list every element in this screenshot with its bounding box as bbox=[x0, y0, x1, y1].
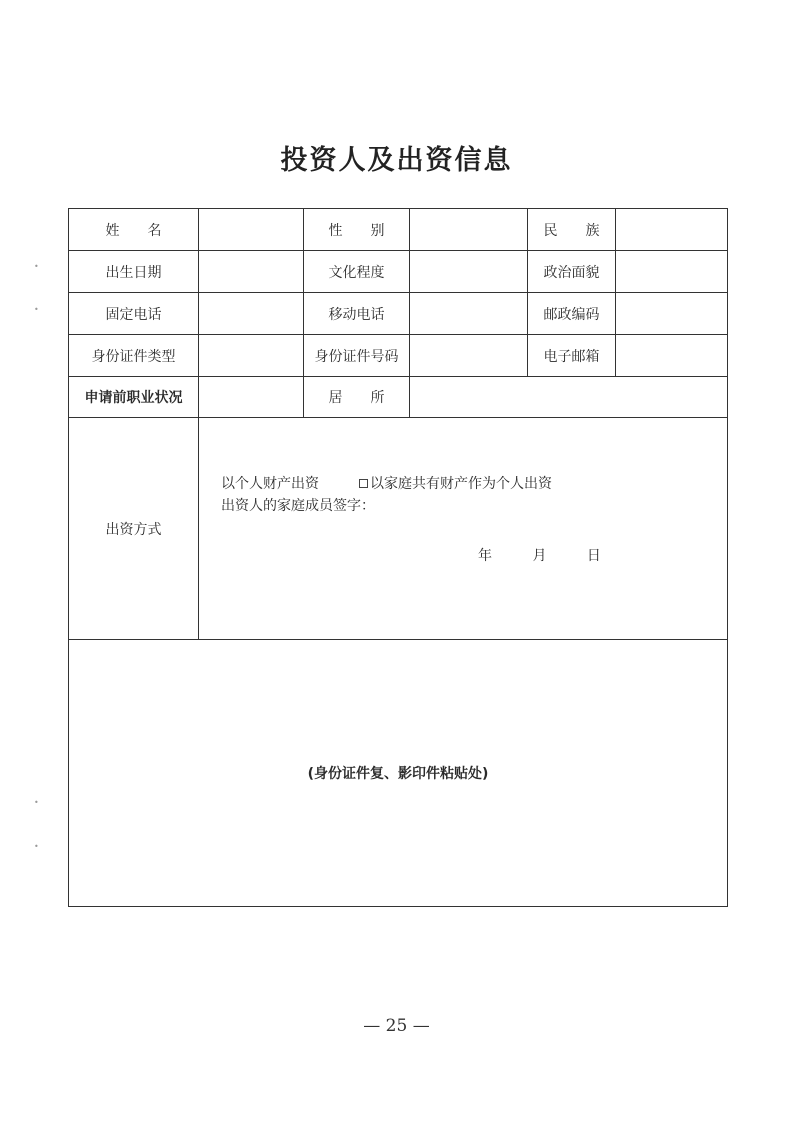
day-label: 日 bbox=[586, 547, 601, 564]
id-copy-paste-area: (身份证件复、影印件粘贴处) bbox=[69, 640, 728, 907]
family-property-option[interactable]: 以家庭共有财产作为个人出资 bbox=[370, 475, 552, 492]
table-row bbox=[69, 251, 728, 293]
signature-date bbox=[221, 545, 727, 565]
gender-label: 性 别 bbox=[304, 209, 410, 251]
id-number-field[interactable] bbox=[410, 335, 528, 377]
table-row bbox=[69, 335, 728, 377]
name-field[interactable] bbox=[199, 209, 304, 251]
id-type-field[interactable] bbox=[199, 335, 304, 377]
ethnicity-label: 民 族 bbox=[528, 209, 616, 251]
birth-date-field[interactable] bbox=[199, 251, 304, 293]
political-status-label: 政治面貌 bbox=[528, 251, 616, 293]
investor-info-table bbox=[68, 208, 728, 907]
scan-mark-dot: • bbox=[34, 305, 39, 314]
name-label: 姓 名 bbox=[69, 209, 199, 251]
political-status-field[interactable] bbox=[616, 251, 728, 293]
table-row bbox=[69, 377, 728, 418]
checkbox-icon[interactable] bbox=[359, 479, 368, 488]
ethnicity-field[interactable] bbox=[616, 209, 728, 251]
contribution-method-content bbox=[199, 418, 728, 640]
landline-field[interactable] bbox=[199, 293, 304, 335]
id-type-label: 身份证件类型 bbox=[69, 335, 199, 377]
contribution-method-label: 出资方式 bbox=[69, 418, 199, 640]
scan-mark-dot: • bbox=[34, 262, 39, 271]
education-label: 文化程度 bbox=[304, 251, 410, 293]
mobile-field[interactable] bbox=[410, 293, 528, 335]
month-label: 月 bbox=[532, 547, 547, 564]
table-row bbox=[69, 418, 728, 640]
landline-label: 固定电话 bbox=[69, 293, 199, 335]
mobile-label: 移动电话 bbox=[304, 293, 410, 335]
email-field[interactable] bbox=[616, 335, 728, 377]
education-field[interactable] bbox=[410, 251, 528, 293]
personal-property-option[interactable]: 以个人财产出资 bbox=[221, 475, 319, 492]
email-label: 电子邮箱 bbox=[528, 335, 616, 377]
residence-field[interactable] bbox=[410, 377, 728, 418]
scan-mark-dot: • bbox=[34, 842, 39, 851]
birth-date-label: 出生日期 bbox=[69, 251, 199, 293]
occupation-field[interactable] bbox=[199, 377, 304, 418]
table-row bbox=[69, 640, 728, 907]
scan-mark-dot: • bbox=[34, 798, 39, 807]
postal-code-label: 邮政编码 bbox=[528, 293, 616, 335]
id-number-label: 身份证件号码 bbox=[304, 335, 410, 377]
year-label: 年 bbox=[478, 547, 492, 564]
page-number: — 25 — bbox=[363, 1016, 430, 1036]
table-row bbox=[69, 293, 728, 335]
gender-field[interactable] bbox=[410, 209, 528, 251]
postal-code-field[interactable] bbox=[616, 293, 728, 335]
page-title: 投资人及出资信息 bbox=[280, 145, 513, 176]
family-signature-label: 出资人的家庭成员签字： bbox=[221, 497, 375, 514]
residence-label: 居 所 bbox=[304, 377, 410, 418]
table-row bbox=[69, 209, 728, 251]
occupation-label: 申请前职业状况 bbox=[69, 377, 199, 418]
